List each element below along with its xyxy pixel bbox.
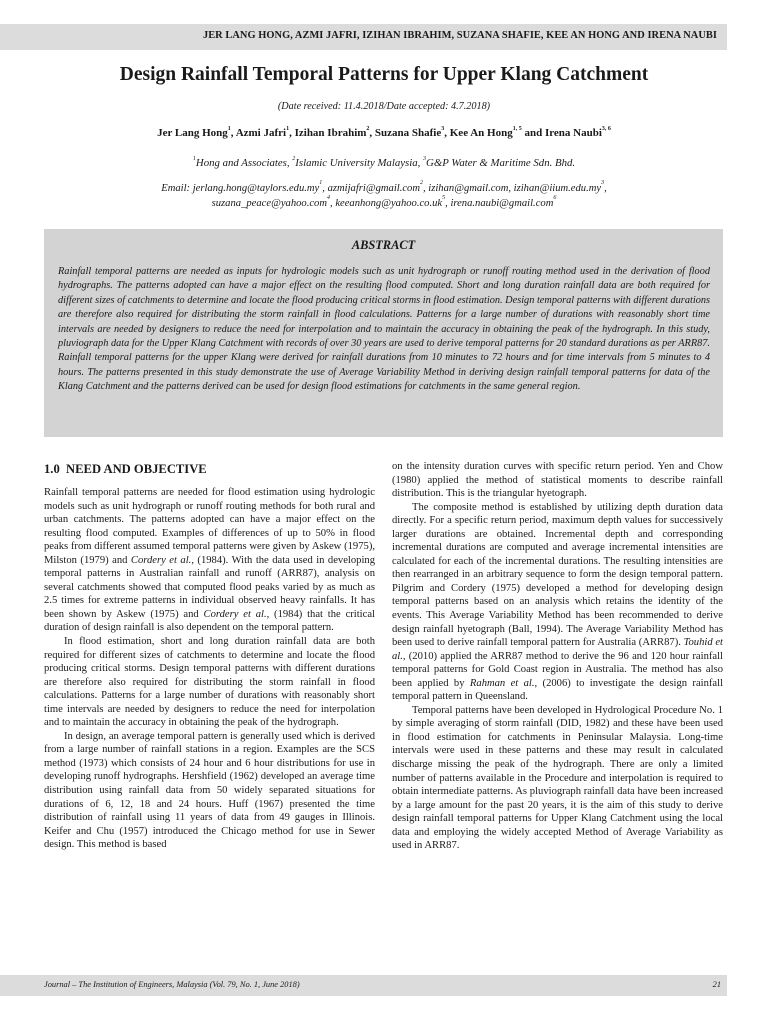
author-name: Azmi Jafri bbox=[235, 127, 287, 139]
email-mark: 4 bbox=[327, 195, 331, 201]
abstract-box bbox=[44, 229, 723, 437]
affiliations bbox=[0, 157, 768, 169]
journal-citation: Journal – The Institution of Engineers, Malaysia (Vol. 79, No. 1, June 2018) bbox=[44, 980, 300, 989]
author-affiliation-mark: 1 bbox=[227, 126, 231, 132]
email-line-1: Email: $jerlang.hong@taylors.edu.my^1$, azmijafri@gmail.com$^2$, izihan@gmail.com, $izihan@iium.edu.my^3$, bbox=[161, 180, 607, 194]
section-title: NEED AND OBJECTIVE bbox=[66, 462, 207, 476]
email-link[interactable]: izihan@gmail.com bbox=[428, 183, 509, 194]
author-affiliation-mark: 3, 6 bbox=[601, 126, 611, 132]
email-mark: 5 bbox=[442, 195, 446, 201]
email-mark: 2 bbox=[420, 180, 423, 186]
paragraph bbox=[392, 704, 723, 853]
text-run: , (2010) applied the ARR87 method to derive the 96 and 120 hour rainfall temporal patterns for Gold Coast region in Australia. The method has also been applied by bbox=[392, 650, 723, 689]
email-mark: 1 bbox=[319, 180, 323, 186]
author-name: Izihan Ibrahim bbox=[294, 127, 367, 139]
text-run: , (1984). With the data used in developing temporal patterns in Australian rainfall and runoff (ARR87), analysis on several catchments showed that computed flood peaks varied by as much as 2.5 times for extreme patterns in individual observed heavy rainfalls. It has been shown by Askew (1975) and bbox=[44, 554, 376, 620]
affiliation: Islamic University Malaysia, bbox=[295, 157, 424, 169]
page-number: 21 bbox=[712, 980, 721, 989]
email-line-2: suzana_peace@yahoo.com$^4$, $keeanhong@yahoo.co.uk^5$, irena.naubi@gmail.com$^6$ bbox=[211, 195, 557, 209]
author-emails bbox=[0, 181, 768, 211]
citation: Cordery et al. bbox=[130, 554, 192, 566]
author-affiliation-mark: 2 bbox=[366, 126, 370, 132]
email-link[interactable]: keeanhong@yahoo.co.uk bbox=[335, 198, 443, 209]
author-affiliation-mark: 1 bbox=[286, 126, 290, 132]
text-run: The composite method is established by utilizing depth duration data directly. For a specific return period, maximum depth values for successively larger durations are obtained. Incremental depth and corresponding incremental durations are computed and average incremental intensities are calculated for each of the incremental durations. The resulting intensities are then rearranged in an arbitrary sequence to form the design temporal pattern. Pilgrim and Cordery (1975) developed a method for developing design temporal patterns based on an analysis which retains the identity of the events. This Average Variability Method has been recommended to derive design rainfall hyetograph (Ball, 1994). The Average Variability Method has been used to derive rainfall temporal pattern for Australia (ARR87). bbox=[392, 501, 723, 649]
author-affiliation-mark: 1, 5 bbox=[512, 126, 522, 132]
affiliation-mark: 1 bbox=[192, 156, 196, 162]
affiliation-mark: 2 bbox=[292, 156, 296, 162]
running-header bbox=[0, 24, 727, 50]
citation: Touhid et al. bbox=[392, 637, 724, 662]
email-mark: 3 bbox=[601, 180, 605, 186]
date-received-accepted: (Date received: 11.4.2018/Date accepted: 4.7.2018) bbox=[277, 101, 491, 112]
paragraph bbox=[44, 730, 375, 852]
affiliation-mark: 3 bbox=[423, 156, 427, 162]
running-footer bbox=[0, 975, 727, 996]
email-link[interactable]: jerlang.hong@taylors.edu.my bbox=[192, 183, 320, 194]
author-and: and bbox=[524, 127, 543, 139]
affiliation: G&P Water & Maritime Sdn. Bhd. bbox=[426, 157, 576, 169]
text-run: In design, an average temporal pattern is generally used which is derived from a large number of rainfall stations in a region. Examples are the SCS method (1973) which consists of 24 hour and 6 hour distributions for use in developing runoff hydrographs. Hershfield (1962) developed an average time distribution using rainfall data from 50 widely separated situations for durations of 6, 12, 18 and 24 hours. Huff (1967) presented the time distribution of rainfall using 11 years of data from 49 gauges in Illinois. Keifer and Chu (1957) introduced the Chicago method for use in Sewer design. This method is based bbox=[44, 730, 375, 851]
author-name: Kee An Hong bbox=[449, 127, 513, 139]
author-affiliation-mark: 3 bbox=[441, 126, 445, 132]
email-label: Email: bbox=[161, 183, 193, 194]
text-run: , (2006) to investigate the design rainfall temporal pattern in Queensland. bbox=[392, 677, 724, 703]
citation: Rahman et al. bbox=[469, 677, 535, 689]
body-column-left bbox=[44, 486, 375, 852]
paragraph bbox=[44, 486, 375, 635]
email-link[interactable]: suzana_peace@yahoo.com bbox=[211, 198, 328, 209]
paragraph bbox=[392, 460, 723, 501]
citation: Cordery et al. bbox=[203, 608, 267, 620]
abstract-heading: ABSTRACT bbox=[351, 238, 416, 252]
author-name: Jer Lang Hong bbox=[157, 127, 228, 139]
author-list: Jer Lang Hong$^1$, Azmi Jafri$^1$, Izihan Ibrahim$^2$, Suzana Shafie$^3$, Kee An Hong$^{1, 5}$ and Irena Naubi$^{3, 6}$ bbox=[157, 126, 611, 139]
text-run: on the intensity duration curves with specific return period. Yen and Chow (1980) applied the method of statistical moments to describe rainfall distribution. This is the triangular hyetograph. bbox=[392, 461, 723, 500]
author-name: Suzana Shafie bbox=[374, 127, 442, 139]
email-mark: 6 bbox=[553, 195, 557, 201]
text-run: Temporal patterns have been developed in Hydrological Procedure No. 1 by simple averaging of storm rainfall (DID, 1982) and these have been used in flood estimation for catchments in Peninsular Malaysia. Long-time intervals were used in these patterns and these may result in calculated discharge missing the peak of the hydrograph. There are only a limited number of patterns available in the Procedure and interpolation is required to obtain intermediate patterns. As pluviograph rainfall data have been increased by a large amount for the past 20 years, it is the aim of this study to derive design rainfall temporal patterns for Upper Klang Catchment using the local data and employing the widely accepted Method of Average Variability as used in ARR87. bbox=[392, 704, 723, 852]
abstract-text: Rainfall temporal patterns are needed as inputs for hydrologic models such as unit hydrograph or runoff routing method used in the derivation of flood hydrographs. The patterns adopted can have a major effect on the resulting flood computed. Short and long duration rainfall data are both required for different sizes of catchments to determine and locate the flood producing critical storms in flood estimation. Design temporal patterns with different durations are therefore also required for distributing the storm rainfall in flood calculations. Patterns for a large number of durations with reasonably short time intervals are needed by designers to reduce the need for interpolation and to maintain the accuracy in obtaining the peak of the hydrograph. In this study, pluviograph data for the Upper Klang Catchment with records of over 30 years are used to derive temporal patterns for 20 standard durations as per ARR87. Rainfall temporal patterns for the upper Klang were derived for rainfall durations from 10 minutes to 72 hours and for time intervals from 5 minutes to 4 hours. The patterns presented in this study demonstrate the use of Average Variability Method in deriving design rainfall temporal patterns for data of the Klang Catchment and the patterns derived can be used for design flood estimations for catchments in the same general region. bbox=[58, 266, 710, 393]
text-run: Rainfall temporal patterns are needed for flood estimation using hydrologic models such as unit hydrograph or runoff routing methods for both rural and urban catchments. The patterns adopted can have a major effect on the resulting flood computed. Examples of differences of up to 50% in flood peaks from different assumed temporal patterns were given by Askew (1975), Milston (1979) and bbox=[44, 487, 375, 566]
email-link[interactable]: izihan@iium.edu.my bbox=[513, 183, 602, 194]
paragraph bbox=[44, 635, 375, 730]
paper-title: Design Rainfall Temporal Patterns for Upper Klang Catchment bbox=[119, 64, 649, 85]
email-link[interactable]: azmijafri@gmail.com bbox=[327, 183, 420, 194]
affiliation: Hong and Associates, bbox=[195, 157, 293, 169]
email-link[interactable]: irena.naubi@gmail.com bbox=[450, 198, 554, 209]
running-header-authors: JER LANG HONG, AZMI JAFRI, IZIHAN IBRAHIM, SUZANA SHAFIE, KEE AN HONG AND IRENA NAUBI bbox=[202, 30, 717, 41]
section-heading bbox=[44, 462, 207, 477]
section-number: 1.0 bbox=[44, 462, 60, 476]
author-name: Irena Naubi bbox=[544, 127, 602, 139]
paragraph bbox=[392, 501, 723, 704]
text-run: , (1984) that the critical duration of design rainfall is also dependent on the temporal pattern. bbox=[44, 608, 375, 634]
text-run: In flood estimation, short and long duration rainfall data are both required for different sizes of catchments to determine and locate the flood producing critical storms. Design temporal patterns with different durations are therefore also required for distributing the storm rainfall in flood calculations. Patterns for a large number of durations with reasonably short time intervals are needed by designers to reduce the need for interpolation and to maintain the accuracy in obtaining the peak of the hydrograph. bbox=[44, 636, 375, 729]
body-column-right bbox=[392, 460, 723, 853]
